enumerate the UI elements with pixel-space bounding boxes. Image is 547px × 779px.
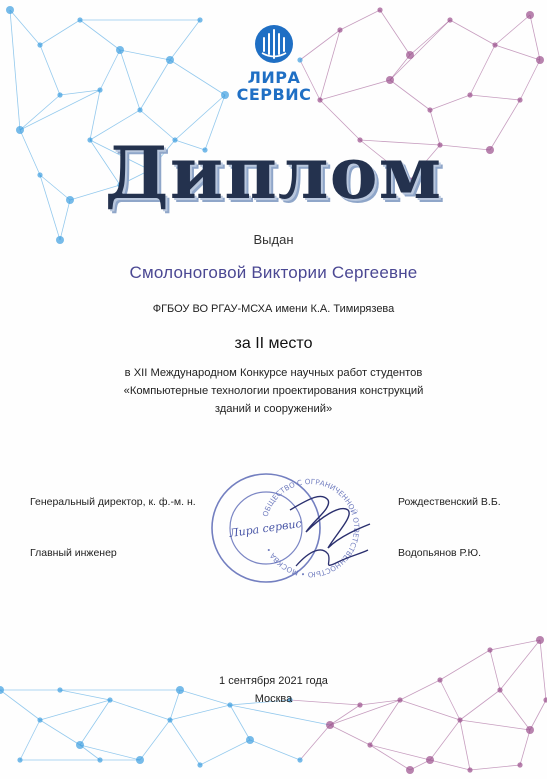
- logo-text-line1: ЛИРА: [247, 68, 301, 87]
- network-line: [495, 15, 530, 45]
- network-node: [37, 42, 42, 47]
- network-line: [200, 740, 250, 765]
- network-line: [470, 45, 495, 95]
- network-node: [487, 647, 492, 652]
- lira-service-emblem-icon: [254, 24, 294, 64]
- network-line: [320, 30, 340, 100]
- network-node: [97, 87, 102, 92]
- network-line: [170, 20, 200, 60]
- network-node: [426, 756, 434, 764]
- network-node: [317, 97, 322, 102]
- network-line: [320, 80, 390, 100]
- signatory-name-director: Рождественский В.Б.: [398, 496, 501, 508]
- network-line: [40, 45, 60, 95]
- network-line: [230, 705, 330, 725]
- network-line: [230, 705, 250, 740]
- contest-description: [0, 364, 547, 418]
- network-line: [370, 745, 410, 770]
- network-line: [390, 20, 450, 80]
- network-line: [10, 10, 20, 130]
- network-node: [116, 46, 124, 54]
- network-node: [297, 757, 302, 762]
- network-node: [137, 107, 142, 112]
- network-node: [57, 92, 62, 97]
- network-line: [60, 90, 100, 95]
- network-node: [406, 766, 414, 774]
- network-line: [460, 720, 470, 770]
- issued-label: Выдан: [253, 232, 294, 247]
- network-node: [167, 717, 172, 722]
- signatory-name-engineer: Водопьянов Р.Ю.: [398, 547, 482, 559]
- company-seal-stamp: [210, 458, 390, 598]
- description-line: зданий и сооружений»: [214, 403, 333, 415]
- network-node: [221, 91, 229, 99]
- network-line: [430, 720, 460, 760]
- network-line: [530, 15, 540, 60]
- network-node: [467, 92, 472, 97]
- network-node: [166, 56, 174, 64]
- network-node: [536, 56, 544, 64]
- diploma-title: Диплом: [104, 130, 443, 215]
- network-node: [197, 17, 202, 22]
- network-node: [6, 6, 14, 14]
- issue-date-block: [0, 672, 547, 708]
- network-line: [340, 10, 380, 30]
- network-node: [136, 756, 144, 764]
- network-node: [517, 762, 522, 767]
- network-line: [430, 760, 470, 770]
- network-line: [370, 745, 430, 760]
- network-node: [526, 726, 534, 734]
- network-line: [410, 20, 450, 55]
- network-line: [520, 730, 530, 765]
- network-line: [40, 720, 80, 745]
- company-logo: [236, 24, 312, 103]
- network-line: [100, 50, 120, 90]
- network-line: [300, 725, 330, 760]
- network-line: [20, 95, 60, 130]
- logo-text-line2: СЕРВИС: [236, 85, 312, 104]
- network-line: [120, 50, 170, 60]
- network-node: [467, 767, 472, 772]
- network-node: [197, 762, 202, 767]
- network-line: [430, 95, 470, 110]
- network-line: [380, 10, 410, 55]
- network-line: [10, 10, 40, 45]
- network-node: [526, 11, 534, 19]
- description-line: в XII Международном Конкурсе научных работ студентов: [124, 367, 423, 379]
- recipient-organization: ФГБОУ ВО РГАУ-МСХА имени К.А. Тимирязева: [152, 303, 395, 315]
- network-line: [460, 720, 530, 730]
- network-node: [337, 27, 342, 32]
- description-line: «Компьютерные технологии проектирования конструкций: [123, 385, 424, 397]
- network-node: [246, 736, 254, 744]
- network-line: [80, 20, 120, 50]
- network-line: [80, 745, 140, 760]
- network-line: [250, 740, 300, 760]
- network-node: [447, 17, 452, 22]
- network-line: [520, 60, 540, 100]
- network-line: [170, 720, 200, 765]
- network-node: [517, 97, 522, 102]
- network-node: [536, 636, 544, 644]
- network-node: [386, 76, 394, 84]
- network-line: [140, 60, 170, 110]
- network-node: [406, 51, 414, 59]
- network-line: [170, 60, 225, 95]
- network-node: [76, 741, 84, 749]
- network-node: [17, 757, 22, 762]
- network-node: [457, 717, 462, 722]
- award-place: за II место: [234, 335, 313, 352]
- network-line: [120, 50, 140, 110]
- network-line: [470, 765, 520, 770]
- network-line: [330, 705, 360, 725]
- signatory-role-director: Генеральный директор, к. ф.-м. н.: [30, 496, 196, 508]
- network-node: [97, 757, 102, 762]
- network-line: [490, 640, 540, 650]
- network-line: [470, 95, 520, 100]
- network-line: [390, 80, 430, 110]
- signatory-role-engineer: Главный инженер: [30, 547, 117, 559]
- seal-ring-text: ОБЩЕСТВО С ОГРАНИЧЕННОЙ ОТВЕТСТВЕННОСТЬЮ • МОСКВА •: [260, 476, 362, 580]
- network-line: [140, 720, 170, 760]
- network-node: [326, 721, 334, 729]
- network-node: [77, 17, 82, 22]
- issue-date: 1 сентября 2021 года: [219, 675, 328, 687]
- seal-center-text: Лира сервис: [228, 517, 303, 541]
- network-line: [495, 45, 540, 60]
- network-node: [427, 107, 432, 112]
- network-node: [367, 742, 372, 747]
- network-line: [330, 725, 370, 745]
- network-line: [390, 55, 410, 80]
- network-node: [492, 42, 497, 47]
- recipient-name: Смолоноговой Виктории Сергеевне: [129, 263, 418, 282]
- network-line: [20, 720, 40, 760]
- network-node: [37, 717, 42, 722]
- issue-city: Москва: [254, 693, 293, 705]
- network-node: [377, 7, 382, 12]
- network-line: [40, 20, 80, 45]
- network-line: [450, 20, 495, 45]
